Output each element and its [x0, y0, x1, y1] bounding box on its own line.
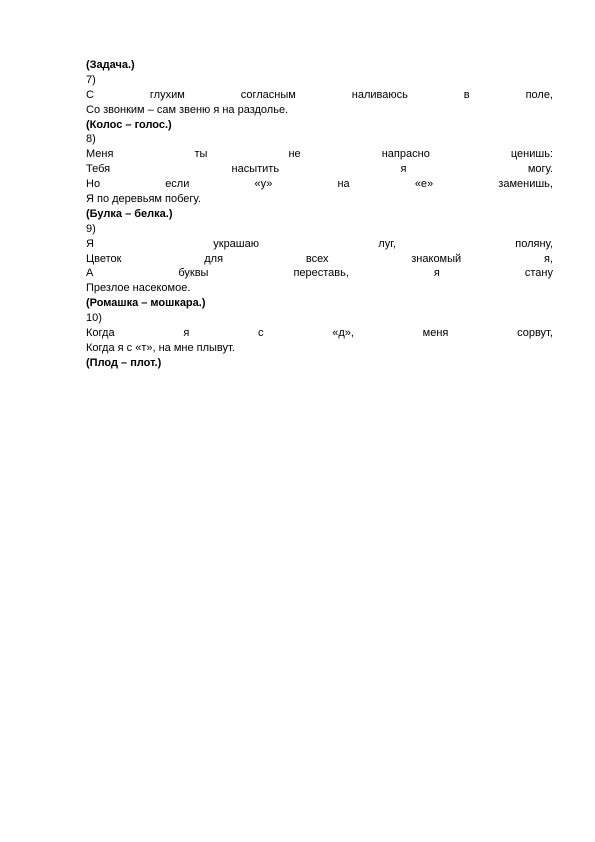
word: наливаюсь: [351, 88, 408, 101]
word: согласным: [240, 88, 296, 101]
riddle-line: [86, 326, 553, 341]
word: «е»: [414, 178, 434, 191]
riddle-number: 10): [86, 312, 102, 325]
riddle-line: [86, 88, 553, 103]
word: ценишь:: [510, 148, 553, 161]
riddle-number: 8): [86, 133, 96, 146]
word: я: [400, 163, 407, 176]
word: стану: [524, 267, 553, 280]
answer-line: (Плод – плот.): [86, 356, 162, 369]
word: А: [86, 267, 94, 280]
answer-line: (Ромашка – мошкара.): [86, 297, 206, 310]
riddle-line: [86, 177, 553, 192]
word: С: [86, 88, 94, 101]
word: ты: [194, 148, 208, 161]
word: не: [288, 148, 301, 161]
riddle-line: Презлое насекомое.: [86, 282, 191, 295]
riddle-line: Когда я с «т», на мне плывут.: [86, 341, 235, 354]
riddle-line: [86, 266, 553, 281]
word: поляну,: [515, 237, 553, 250]
word: Когда: [86, 327, 115, 340]
word: если: [165, 178, 190, 191]
word: я: [433, 267, 440, 280]
word: я: [183, 327, 190, 340]
riddle-line: [86, 162, 553, 177]
riddle-line: [86, 237, 553, 252]
word: я,: [543, 252, 553, 265]
word: буквы: [178, 267, 209, 280]
riddle-line: [86, 147, 553, 162]
word: напрасно: [381, 148, 430, 161]
word: Но: [86, 178, 101, 191]
word: переставь,: [293, 267, 349, 280]
answer-line: (Булка – белка.): [86, 207, 173, 220]
word: Меня: [86, 148, 114, 161]
riddle-number: 7): [86, 73, 96, 86]
answer-line: (Колос – голос.): [86, 118, 172, 131]
riddle-line: Со звонким – сам звеню я на раздолье.: [86, 103, 289, 116]
word: могу.: [527, 163, 553, 176]
word: поле,: [525, 88, 553, 101]
word: «д»,: [332, 327, 354, 340]
answer-line: (Задача.): [86, 59, 135, 71]
word: в: [463, 88, 470, 101]
word: меня: [422, 327, 449, 340]
riddle-line: [86, 252, 553, 267]
riddle-line: Я по деревьям побегу.: [86, 193, 201, 206]
word: Цветок: [86, 252, 122, 265]
word: луг,: [378, 237, 396, 250]
word: насытить: [231, 163, 280, 176]
word: всех: [305, 252, 329, 265]
word: сорвут,: [517, 327, 553, 340]
word: для: [204, 252, 224, 265]
word: заменишь,: [498, 178, 553, 191]
word: с: [258, 327, 264, 340]
word: «у»: [254, 178, 273, 191]
riddle-text-block: [86, 58, 553, 371]
word: украшаю: [213, 237, 259, 250]
word: Тебя: [86, 163, 111, 176]
word: знакомый: [411, 252, 462, 265]
riddle-number: 9): [86, 222, 96, 235]
word: Я: [86, 237, 94, 250]
word: глухим: [149, 88, 185, 101]
word: на: [337, 178, 350, 191]
